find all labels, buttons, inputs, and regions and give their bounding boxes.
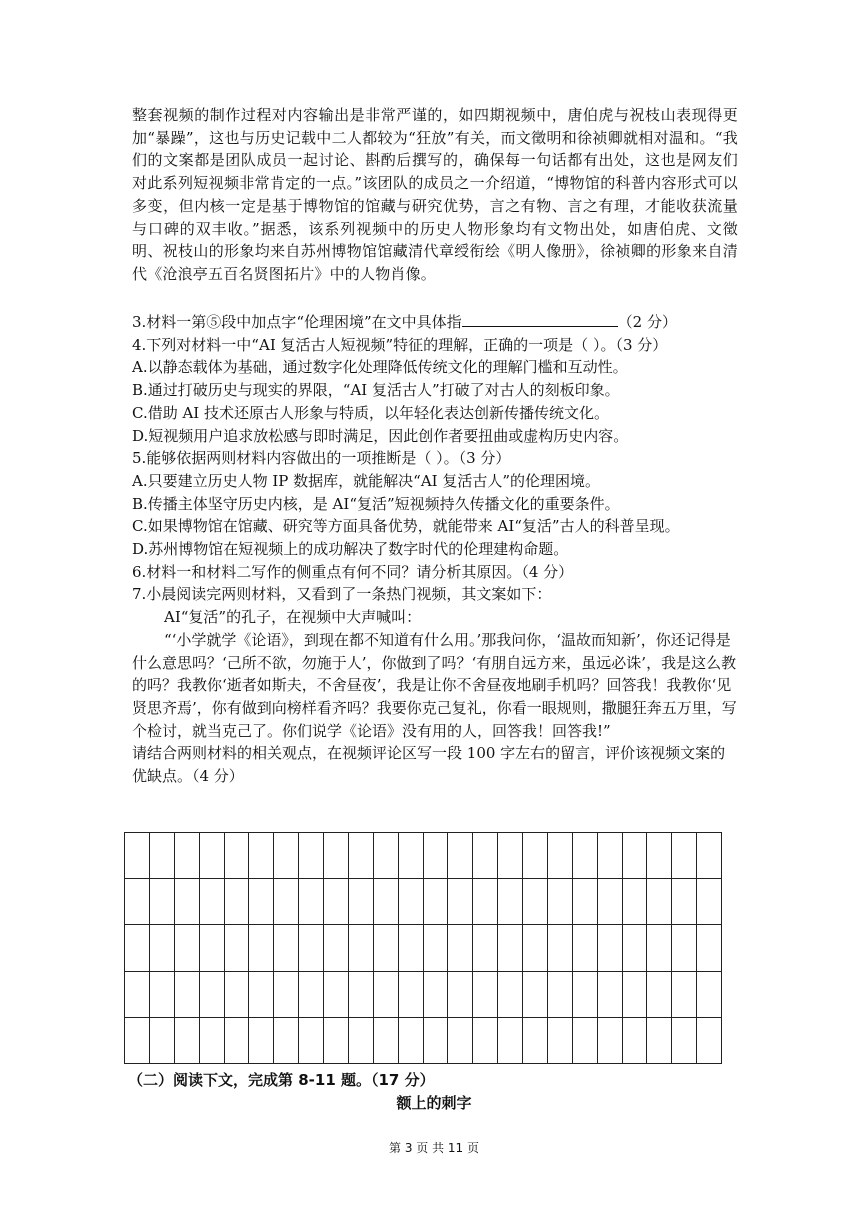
grid-cell[interactable] bbox=[349, 879, 374, 925]
grid-cell[interactable] bbox=[125, 972, 150, 1018]
grid-cell[interactable] bbox=[399, 1018, 424, 1064]
grid-cell[interactable] bbox=[647, 925, 672, 971]
grid-cell[interactable] bbox=[175, 972, 200, 1018]
grid-cell[interactable] bbox=[200, 1018, 225, 1064]
grid-cell[interactable] bbox=[672, 1018, 697, 1064]
grid-cell[interactable] bbox=[598, 879, 623, 925]
question-5-option-d: D.苏州博物馆在短视频上的成功解决了数字时代的伦理建构命题。 bbox=[132, 540, 569, 559]
answer-grid[interactable] bbox=[124, 832, 722, 1064]
question-5-stem: 5.能够依据两则材料内容做出的一项推断是（ ）。（3 分） bbox=[132, 449, 511, 468]
grid-cell[interactable] bbox=[274, 972, 299, 1018]
grid-cell[interactable] bbox=[249, 879, 274, 925]
question-4-stem: 4.下列对材料一中“AI 复活古人短视频”特征的理解，正确的一项是（ ）。（3 分） bbox=[132, 335, 668, 354]
grid-cell[interactable] bbox=[349, 833, 374, 879]
grid-cell[interactable] bbox=[448, 879, 473, 925]
grid-cell[interactable] bbox=[548, 925, 573, 971]
grid-cell[interactable] bbox=[175, 833, 200, 879]
question-5-option-c: C.如果博物馆在馆藏、研究等方面具备优势，就能带来 AI“复活”古人的科普呈现。 bbox=[132, 517, 680, 536]
grid-cell[interactable] bbox=[249, 1018, 274, 1064]
answer-blank[interactable] bbox=[462, 312, 618, 327]
grid-cell[interactable] bbox=[473, 879, 498, 925]
grid-cell[interactable] bbox=[374, 833, 399, 879]
grid-cell[interactable] bbox=[697, 1018, 722, 1064]
question-7-quote-intro: AI“复活”的孔子，在视频中大声喊叫： bbox=[164, 608, 422, 627]
grid-cell[interactable] bbox=[324, 1018, 349, 1064]
grid-cell[interactable] bbox=[299, 972, 324, 1018]
grid-cell[interactable] bbox=[249, 972, 274, 1018]
grid-cell[interactable] bbox=[672, 972, 697, 1018]
grid-cell[interactable] bbox=[324, 879, 349, 925]
grid-cell[interactable] bbox=[299, 1018, 324, 1064]
grid-cell[interactable] bbox=[523, 972, 548, 1018]
grid-cell[interactable] bbox=[175, 1018, 200, 1064]
grid-cell[interactable] bbox=[448, 972, 473, 1018]
grid-cell[interactable] bbox=[274, 925, 299, 971]
grid-cell[interactable] bbox=[697, 879, 722, 925]
question-4-option-a: A.以静态载体为基础，通过数字化处理降低传统文化的理解门槛和互动性。 bbox=[132, 358, 628, 377]
grid-cell[interactable] bbox=[150, 972, 175, 1018]
grid-cell[interactable] bbox=[274, 1018, 299, 1064]
grid-cell[interactable] bbox=[374, 972, 399, 1018]
grid-cell[interactable] bbox=[274, 879, 299, 925]
grid-cell[interactable] bbox=[374, 925, 399, 971]
grid-cell[interactable] bbox=[672, 879, 697, 925]
question-list bbox=[132, 311, 738, 788]
grid-cell[interactable] bbox=[548, 879, 573, 925]
question-5-option-b: B.传播主体坚守历史内核，是 AI“复活”短视频持久传播文化的重要条件。 bbox=[132, 494, 620, 513]
grid-cell[interactable] bbox=[697, 833, 722, 879]
grid-cell[interactable] bbox=[523, 925, 548, 971]
grid-cell[interactable] bbox=[399, 925, 424, 971]
grid-cell[interactable] bbox=[150, 1018, 175, 1064]
grid-cell[interactable] bbox=[175, 925, 200, 971]
grid-cell[interactable] bbox=[473, 925, 498, 971]
grid-cell[interactable] bbox=[623, 879, 648, 925]
grid-cell[interactable] bbox=[598, 925, 623, 971]
grid-cell[interactable] bbox=[623, 1018, 648, 1064]
grid-cell[interactable] bbox=[299, 879, 324, 925]
grid-cell[interactable] bbox=[200, 879, 225, 925]
grid-cell[interactable] bbox=[473, 1018, 498, 1064]
grid-cell[interactable] bbox=[324, 833, 349, 879]
grid-cell[interactable] bbox=[623, 972, 648, 1018]
grid-cell[interactable] bbox=[598, 1018, 623, 1064]
grid-cell[interactable] bbox=[498, 972, 523, 1018]
grid-cell[interactable] bbox=[647, 1018, 672, 1064]
material-paragraph bbox=[132, 104, 738, 286]
grid-cell[interactable] bbox=[225, 972, 250, 1018]
grid-cell[interactable] bbox=[523, 833, 548, 879]
grid-cell[interactable] bbox=[225, 879, 250, 925]
grid-cell[interactable] bbox=[175, 879, 200, 925]
grid-cell[interactable] bbox=[349, 1018, 374, 1064]
grid-cell[interactable] bbox=[448, 833, 473, 879]
grid-cell[interactable] bbox=[548, 1018, 573, 1064]
grid-cell[interactable] bbox=[125, 1018, 150, 1064]
grid-cell[interactable] bbox=[249, 925, 274, 971]
grid-cell[interactable] bbox=[424, 972, 449, 1018]
grid-cell[interactable] bbox=[125, 833, 150, 879]
grid-cell[interactable] bbox=[473, 833, 498, 879]
grid-cell[interactable] bbox=[498, 833, 523, 879]
grid-cell[interactable] bbox=[498, 879, 523, 925]
question-3-score: （2 分） bbox=[617, 313, 677, 331]
grid-cell[interactable] bbox=[249, 833, 274, 879]
grid-cell[interactable] bbox=[623, 833, 648, 879]
grid-cell[interactable] bbox=[150, 833, 175, 879]
article-title: 额上的刺字 bbox=[396, 1094, 472, 1112]
question-4-option-d: D.短视频用户追求放松感与即时满足，因此创作者要扭曲或虚构历史内容。 bbox=[132, 426, 629, 445]
grid-cell[interactable] bbox=[424, 879, 449, 925]
grid-cell[interactable] bbox=[523, 879, 548, 925]
question-4-option-b: B.通过打破历史与现实的界限，“AI 复活古人”打破了对古人的刻板印象。 bbox=[132, 381, 620, 400]
grid-cell[interactable] bbox=[523, 1018, 548, 1064]
grid-cell[interactable] bbox=[672, 925, 697, 971]
material-text: 整套视频的制作过程对内容输出是非常严谨的，如四期视频中，唐伯虎与祝枝山表现得更加“暴躁”，这也与历史记载中二人都较为“狂放”有关，而文徵明和徐祯卿就相对温和。“我们的文案都是团队成员一起讨论、斟酌后撰写的，确保每一句话都有出处，这也是网友们对此系列短视频非常肯定的一点。”该团队的成员之一介绍道，“博物馆的科普内容形式可以多变，但内核一定是基于博物馆的馆藏与研究优势，言之有物、言之有理，才能收获流量与口碑的双丰收。”据悉，该系列视频中的历史人物形象均有文物出处，如唐伯虎、文徵明、祝枝山的形象均来自苏州博物馆馆藏清代章绶衔绘《明人像册》，徐祯卿的形象来自清代《沧浪亭五百名贤图拓片》中的人物肖像。 bbox=[132, 106, 738, 283]
grid-cell[interactable] bbox=[299, 833, 324, 879]
grid-cell[interactable] bbox=[623, 925, 648, 971]
grid-cell[interactable] bbox=[448, 1018, 473, 1064]
grid-cell[interactable] bbox=[672, 833, 697, 879]
grid-cell[interactable] bbox=[448, 925, 473, 971]
grid-cell[interactable] bbox=[274, 833, 299, 879]
grid-cell[interactable] bbox=[647, 879, 672, 925]
grid-cell[interactable] bbox=[200, 833, 225, 879]
grid-cell[interactable] bbox=[324, 972, 349, 1018]
grid-cell[interactable] bbox=[299, 925, 324, 971]
grid-cell[interactable] bbox=[498, 925, 523, 971]
question-7-task: 请结合两则材料的相关观点，在视频评论区写一段 100 字左右的留言，评价该视频文案的优缺点。（4 分） bbox=[132, 744, 726, 786]
grid-cell[interactable] bbox=[573, 925, 598, 971]
grid-cell[interactable] bbox=[150, 879, 175, 925]
grid-cell[interactable] bbox=[225, 1018, 250, 1064]
grid-cell[interactable] bbox=[697, 925, 722, 971]
grid-cell[interactable] bbox=[573, 1018, 598, 1064]
grid-cell[interactable] bbox=[349, 925, 374, 971]
question-5-option-a: A.只要建立历史人物 IP 数据库，就能解决“AI 复活古人”的伦理困境。 bbox=[132, 471, 601, 490]
grid-cell[interactable] bbox=[647, 833, 672, 879]
grid-cell[interactable] bbox=[125, 879, 150, 925]
grid-cell[interactable] bbox=[399, 972, 424, 1018]
grid-cell[interactable] bbox=[424, 833, 449, 879]
question-7-quote: “‘小学就学《论语》，到现在都不知道有什么用。’那我问你，‘温故而知新’，你还记得是什么意思吗？‘己所不欲，勿施于人’，你做到了吗？‘有朋自远方来，虽远必诛’，我是这么教的吗？我教你‘逝者如斯夫，不舍昼夜’，我是让你不舍昼夜地刷手机吗？回答我！我教你‘见贤思齐焉’，你有做到向榜样看齐吗？我要你克己复礼，你看一眼规则，撒腿狂奔五万里，写个检讨，就当克己了。你们说学《论语》没有用的人，回答我！回答我!” bbox=[132, 630, 737, 740]
question-4-option-c: C.借助 AI 技术还原古人形象与特质，以年轻化表达创新传播传统文化。 bbox=[132, 403, 610, 422]
grid-cell[interactable] bbox=[200, 925, 225, 971]
grid-cell[interactable] bbox=[225, 925, 250, 971]
grid-cell[interactable] bbox=[125, 925, 150, 971]
question-7-stem: 7.小晨阅读完两则材料，又看到了一条热门视频，其文案如下： bbox=[132, 585, 552, 604]
question-6: 6.材料一和材料二写作的侧重点有何不同？请分析其原因。（4 分） bbox=[132, 562, 574, 581]
grid-cell[interactable] bbox=[647, 972, 672, 1018]
grid-cell[interactable] bbox=[399, 833, 424, 879]
grid-cell[interactable] bbox=[424, 1018, 449, 1064]
grid-cell[interactable] bbox=[573, 833, 598, 879]
grid-cell[interactable] bbox=[573, 972, 598, 1018]
grid-cell[interactable] bbox=[473, 972, 498, 1018]
section-heading: （二）阅读下文，完成第 8-11 题。（17 分） bbox=[128, 1071, 435, 1089]
grid-cell[interactable] bbox=[573, 879, 598, 925]
question-3-text: 3.材料一第⑤段中加点字“伦理困境”在文中具体指 bbox=[132, 313, 462, 331]
grid-cell[interactable] bbox=[498, 1018, 523, 1064]
question-3 bbox=[132, 311, 738, 334]
grid-cell[interactable] bbox=[598, 972, 623, 1018]
grid-cell[interactable] bbox=[374, 879, 399, 925]
grid-cell[interactable] bbox=[548, 972, 573, 1018]
grid-cell[interactable] bbox=[374, 1018, 399, 1064]
grid-cell[interactable] bbox=[225, 833, 250, 879]
page-footer: 第 3 页 共 11 页 bbox=[389, 1141, 479, 1155]
grid-cell[interactable] bbox=[200, 972, 225, 1018]
grid-cell[interactable] bbox=[150, 925, 175, 971]
grid-cell[interactable] bbox=[399, 879, 424, 925]
grid-cell[interactable] bbox=[598, 833, 623, 879]
grid-cell[interactable] bbox=[548, 833, 573, 879]
grid-cell[interactable] bbox=[324, 925, 349, 971]
grid-cell[interactable] bbox=[697, 972, 722, 1018]
grid-cell[interactable] bbox=[424, 925, 449, 971]
grid-cell[interactable] bbox=[349, 972, 374, 1018]
